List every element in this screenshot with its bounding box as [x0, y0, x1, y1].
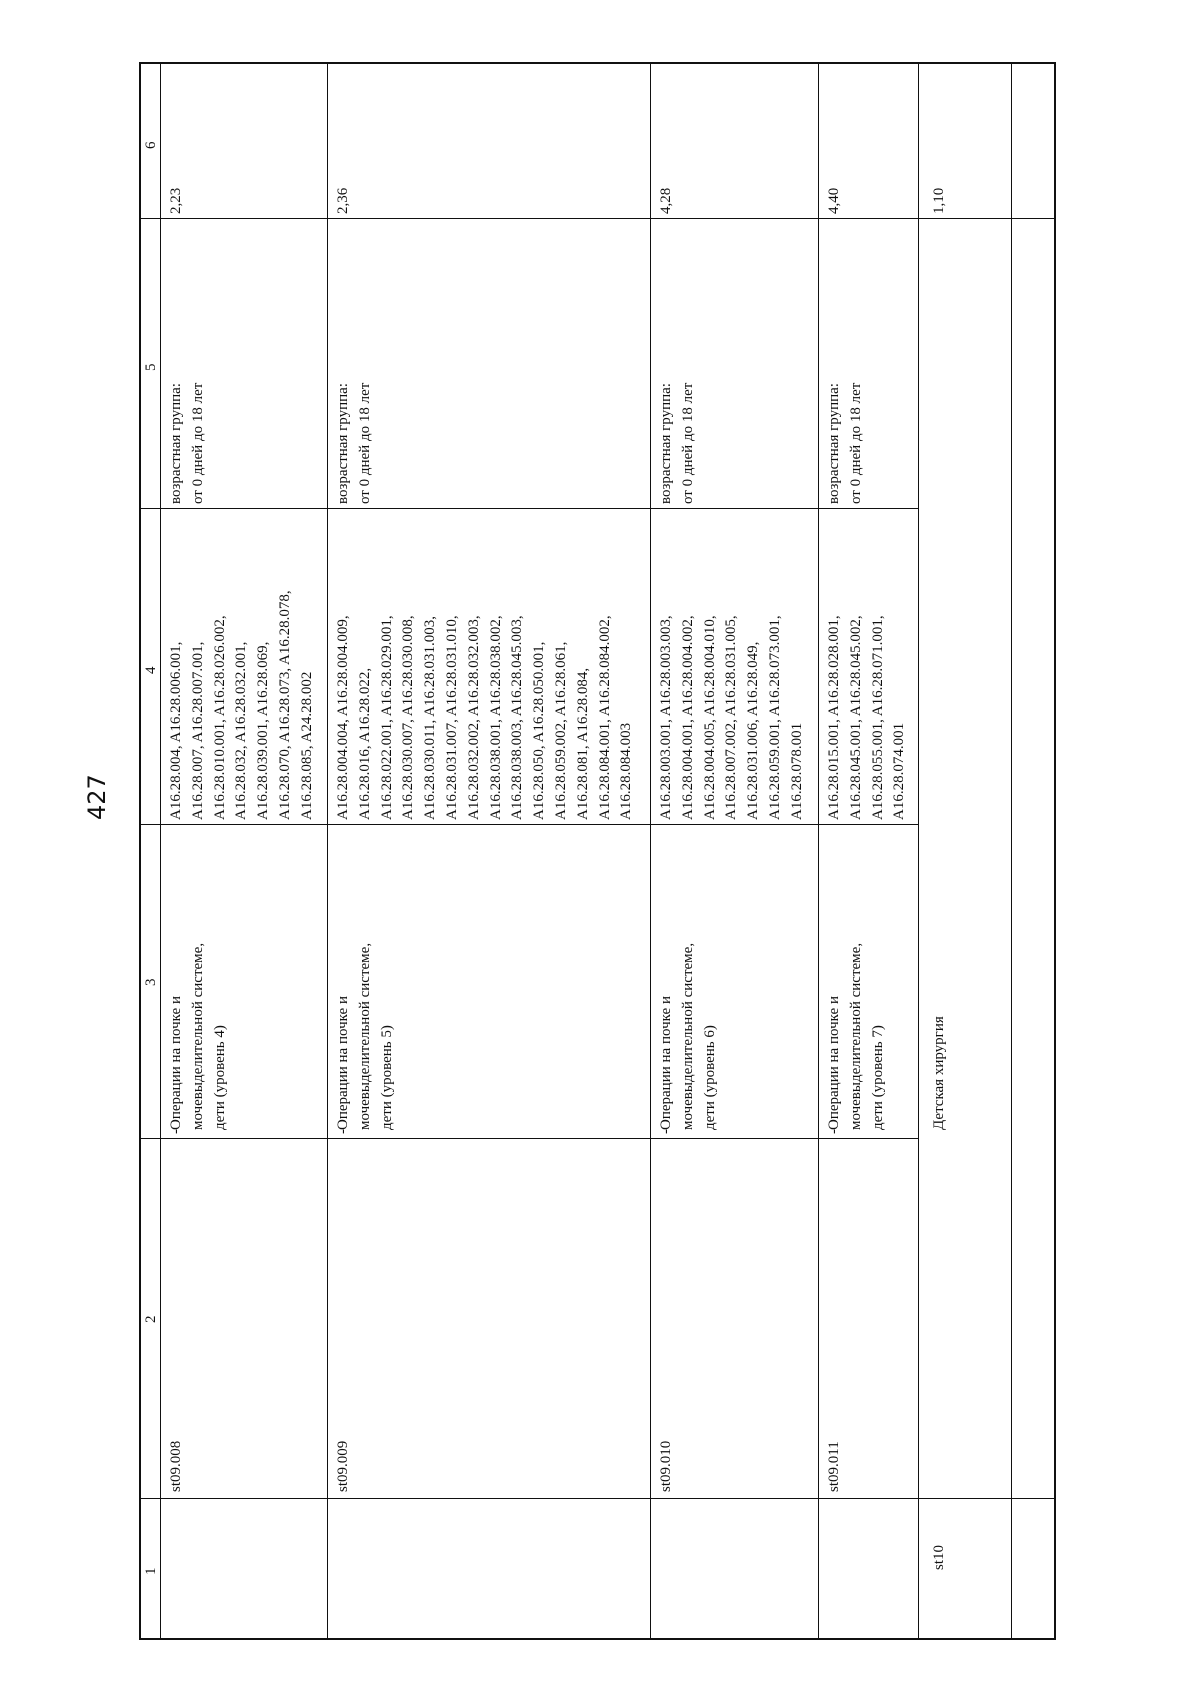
section-coef: 1,10 — [931, 187, 947, 214]
row-col3: - — [168, 1129, 184, 1134]
col-header-1: 1 — [143, 1567, 159, 1575]
row-services: A16.28.003.001, A16.28.003.003, A16.28.004.001, A16.28.004.002, A16.28.004.005, A16.28.004.010, A16.28.007.002, A16.28.031.005, A16.28.031.006, A16.28.049, A16.28.059.001, A16.28.073.001, A16.28.078.001 — [658, 615, 805, 820]
row-col3: - — [658, 1129, 674, 1134]
row-services: A16.28.004.004, A16.28.004.009, A16.28.016, A16.28.022, A16.28.022.001, A16.28.029.001, A16.28.030.007, A16.28.030.008, A16.28.030.011, A16.28.031.003, A16.28.031.007, A16.28.031.010, A16.28.032.002, A16.28.032.003, A16.28.038.001, A16.28.038.002, A16.28.038.003, A16.28.045.003, A16.28.050, A16.28.050.001, A16.28.059.002, A16.28.061, A16.28.081, A16.28.084, A16.28.084.001, A16.28.084.002, A16.28.084.003 — [335, 615, 635, 820]
row-coef: 2,36 — [335, 187, 351, 214]
col-header-6: 6 — [143, 141, 159, 149]
row-col3: - — [335, 1129, 351, 1134]
row-col3: - — [826, 1129, 842, 1134]
row-code: st09.009 — [335, 1440, 351, 1492]
row-criteria: возрастная группа: от 0 дней до 18 лет — [168, 382, 206, 504]
row-coef: 2,23 — [168, 187, 184, 214]
page-number: 427 — [83, 774, 111, 820]
row-code: st09.011 — [826, 1441, 842, 1492]
section-name: Детская хирургия — [931, 1016, 947, 1130]
row-name: Операции на почке и мочевыделительной системе, дети (уровень 4) — [168, 942, 228, 1130]
row-name: Операции на почке и мочевыделительной системе, дети (уровень 7) — [826, 942, 886, 1130]
col-header-2: 2 — [143, 1315, 159, 1323]
row-name: Операции на почке и мочевыделительной системе, дети (уровень 6) — [658, 942, 718, 1130]
col-header-5: 5 — [143, 363, 159, 371]
row-services: A16.28.015.001, A16.28.028.001, A16.28.045.001, A16.28.045.002, A16.28.055.001, A16.28.071.001, A16.28.074.001 — [826, 615, 908, 820]
row-criteria: возрастная группа: от 0 дней до 18 лет — [658, 382, 696, 504]
row-criteria: возрастная группа: от 0 дней до 18 лет — [826, 382, 864, 504]
row-services: A16.28.004, A16.28.006.001, A16.28.007, A16.28.007.001, A16.28.010.001, A16.28.026.002, A16.28.032, A16.28.032.001, A16.28.039.001, A16.28.069, A16.28.070, A16.28.073, A16.28.078, A16.28.085, A24.28.002 — [168, 590, 315, 820]
row-code: st09.010 — [658, 1440, 674, 1492]
row-code: st09.008 — [168, 1440, 184, 1492]
col-header-4: 4 — [143, 666, 159, 674]
col-header-3: 3 — [143, 978, 159, 986]
row-coef: 4,40 — [826, 187, 842, 214]
section-code: st10 — [931, 1544, 947, 1570]
row-criteria: возрастная группа: от 0 дней до 18 лет — [335, 382, 373, 504]
row-name: Операции на почке и мочевыделительной системе, дети (уровень 5) — [335, 942, 395, 1130]
row-coef: 4,28 — [658, 187, 674, 214]
